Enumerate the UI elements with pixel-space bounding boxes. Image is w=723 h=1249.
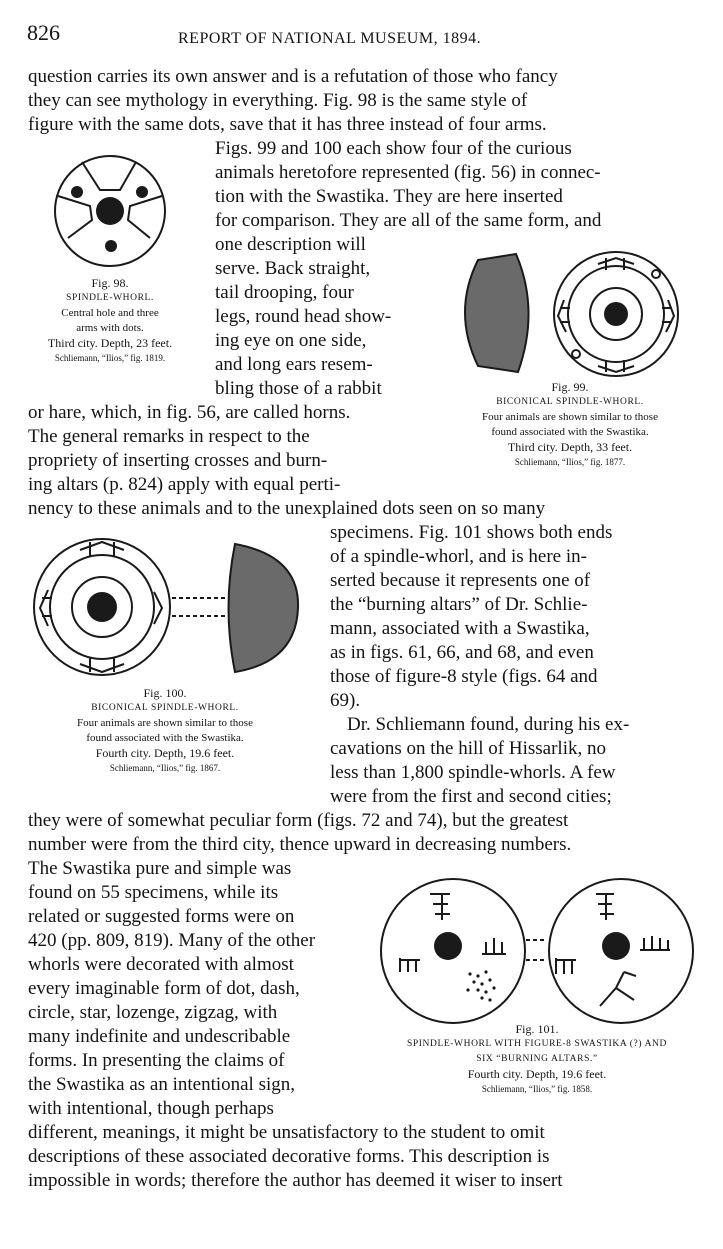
- body-line: mann, associated with a Swastika,: [330, 618, 590, 639]
- figure-title: SPINDLE-WHORL.: [66, 293, 154, 303]
- dot: [652, 270, 660, 278]
- body-line: Figs. 99 and 100 each show four of the curious: [215, 138, 572, 159]
- figure-description: found associated with the Swastika.: [86, 732, 244, 744]
- body-line: descriptions of these associated decorative forms. This description is: [28, 1146, 550, 1167]
- fig99-caption: [430, 380, 710, 470]
- dot: [572, 350, 580, 358]
- body-line: tail drooping, four: [215, 282, 354, 303]
- body-line: The Swastika pure and simple was: [28, 858, 292, 879]
- body-line: found on 55 specimens, while its: [28, 882, 279, 903]
- whorl-side-view: [229, 544, 299, 672]
- figure-title: SIX “BURNING ALTARS.”: [476, 1054, 598, 1064]
- altar-glyph: [400, 958, 420, 972]
- figure-number: Fig. 98.: [91, 276, 129, 290]
- center-hole: [96, 197, 124, 225]
- altar-glyph: [430, 894, 450, 920]
- body-line: serve. Back straight,: [215, 258, 371, 279]
- animal-figure: [154, 592, 162, 624]
- animal-figure: [80, 542, 124, 556]
- body-line: they were of somewhat peculiar form (figs. 72 and 74), but the greatest: [28, 810, 569, 831]
- body-line: ing altars (p. 824) apply with equal perti-: [28, 474, 341, 495]
- figure-number: Fig. 100.: [143, 686, 187, 700]
- body-line: bling those of a rabbit: [215, 378, 382, 399]
- body-line: 69).: [330, 690, 361, 711]
- body-line: animals heretofore represented (fig. 56) in connec-: [215, 162, 601, 183]
- figure-number: Fig. 99.: [551, 380, 589, 394]
- fig101-caption: [372, 1022, 702, 1097]
- figure-source: Schliemann, “Ilios,” fig. 1858.: [481, 1084, 593, 1094]
- swastika-figure-8: [600, 972, 636, 1006]
- fig98-illustration: [50, 150, 170, 272]
- figure-location: Third city. Depth, 33 feet.: [507, 440, 633, 454]
- figure-location: Fourth city. Depth, 19.6 feet.: [467, 1067, 607, 1081]
- fig100-illustration: [30, 536, 320, 678]
- center-hole: [602, 932, 630, 960]
- figure-title: BICONICAL SPINDLE-WHORL.: [91, 703, 239, 713]
- fig99-illustration: [448, 250, 698, 378]
- dot: [71, 186, 83, 198]
- body-line: they can see mythology in everything. Fig. 98 is the same style of: [28, 90, 528, 111]
- body-line: less than 1,800 spindle-whorls. A few: [330, 762, 616, 783]
- body-line: Dr. Schliemann found, during his ex-: [347, 714, 630, 735]
- dot: [105, 240, 117, 252]
- figure-description: found associated with the Swastika.: [491, 426, 649, 438]
- figure-source: Schliemann, “Ilios,” fig. 1877.: [514, 457, 626, 467]
- body-line: and long ears resem-: [215, 354, 373, 375]
- running-title: REPORT OF NATIONAL MUSEUM, 1894.: [178, 30, 482, 47]
- figure-source: Schliemann, “Ilios,” fig. 1867.: [109, 763, 221, 773]
- figure-title: SPINDLE-WHORL WITH FIGURE-8 SWASTIKA (?) AND: [407, 1039, 667, 1049]
- body-line: different, meanings, it might be unsatisfactory to the student to omit: [28, 1122, 545, 1143]
- center-hole: [604, 302, 628, 326]
- whorl-arm: [58, 196, 92, 238]
- figure-title: BICONICAL SPINDLE-WHORL.: [496, 397, 644, 407]
- body-line: figure with the same dots, save that it has three instead of four arms.: [28, 114, 547, 135]
- center-hole: [87, 592, 117, 622]
- figure-location: Fourth city. Depth, 19.6 feet.: [95, 746, 235, 760]
- whorl-side-view: [465, 254, 529, 372]
- altar-glyph: [596, 894, 614, 920]
- body-line: every imaginable form of dot, dash,: [28, 978, 300, 999]
- figure-description: arms with dots.: [76, 322, 144, 334]
- body-line: number were from the third city, thence upward in decreasing numbers.: [28, 834, 572, 855]
- body-line: whorls were decorated with almost: [28, 954, 294, 975]
- body-line: legs, round head show-: [215, 306, 392, 327]
- animal-figure: [80, 658, 124, 672]
- body-line: circle, star, lozenge, zigzag, with: [28, 1002, 278, 1023]
- body-line: one description will: [215, 234, 366, 255]
- figure-description: Central hole and three: [61, 307, 159, 319]
- fig100-caption: [15, 686, 315, 776]
- body-line: specimens. Fig. 101 shows both ends: [330, 522, 613, 543]
- body-line: impossible in words; therefore the author has deemed it wiser to insert: [28, 1170, 563, 1191]
- body-line: propriety of inserting crosses and burn-: [28, 450, 328, 471]
- whorl-arm: [128, 196, 162, 238]
- body-line: as in figs. 61, 66, and 68, and even: [330, 642, 594, 663]
- fig101-illustration: [378, 876, 698, 1026]
- altar-glyph: [556, 958, 576, 974]
- figure-location: Third city. Depth, 23 feet.: [47, 336, 173, 350]
- page-number: 826: [27, 20, 60, 45]
- body-line: nency to these animals and to the unexplained dots seen on so many: [28, 498, 546, 519]
- body-line: serted because it represents one of: [330, 570, 591, 591]
- body-line: for comparison. They are all of the same form, and: [215, 210, 602, 231]
- body-line: related or suggested forms were on: [28, 906, 295, 927]
- body-line: or hare, which, in fig. 56, are called horns.: [28, 402, 351, 423]
- body-line: tion with the Swastika. They are here inserted: [215, 186, 563, 207]
- figure-description: Four animals are shown similar to those: [77, 717, 253, 729]
- whorl-arm: [82, 162, 136, 190]
- body-line: question carries its own answer and is a refutation of those who fancy: [28, 66, 558, 87]
- figure-description: Four animals are shown similar to those: [482, 411, 658, 423]
- center-hole: [434, 932, 462, 960]
- figure-number: Fig. 101.: [515, 1022, 559, 1036]
- body-line: cavations on the hill of Hissarlik, no: [330, 738, 606, 759]
- dot: [136, 186, 148, 198]
- body-line: The general remarks in respect to the: [28, 426, 310, 447]
- body-line: the “burning altars” of Dr. Schlie-: [330, 594, 588, 615]
- body-line: ing eye on one side,: [215, 330, 367, 351]
- body-line: with intentional, though perhaps: [28, 1098, 274, 1119]
- altar-glyph: [482, 938, 506, 954]
- body-line: forms. In presenting the claims of: [28, 1050, 285, 1071]
- body-line: were from the first and second cities;: [330, 786, 612, 807]
- body-line: many indefinite and undescribable: [28, 1026, 291, 1047]
- body-line: 420 (pp. 809, 819). Many of the other: [28, 930, 316, 951]
- figure-source: Schliemann, “Ilios,” fig. 1819.: [54, 353, 166, 363]
- fig98-caption: [20, 276, 200, 366]
- dot-cluster: [466, 970, 495, 1001]
- altar-glyph: [640, 936, 670, 950]
- body-line: of a spindle-whorl, and is here in-: [330, 546, 587, 567]
- body-line: the Swastika as an intentional sign,: [28, 1074, 296, 1095]
- body-line: those of figure-8 style (figs. 64 and: [330, 666, 598, 687]
